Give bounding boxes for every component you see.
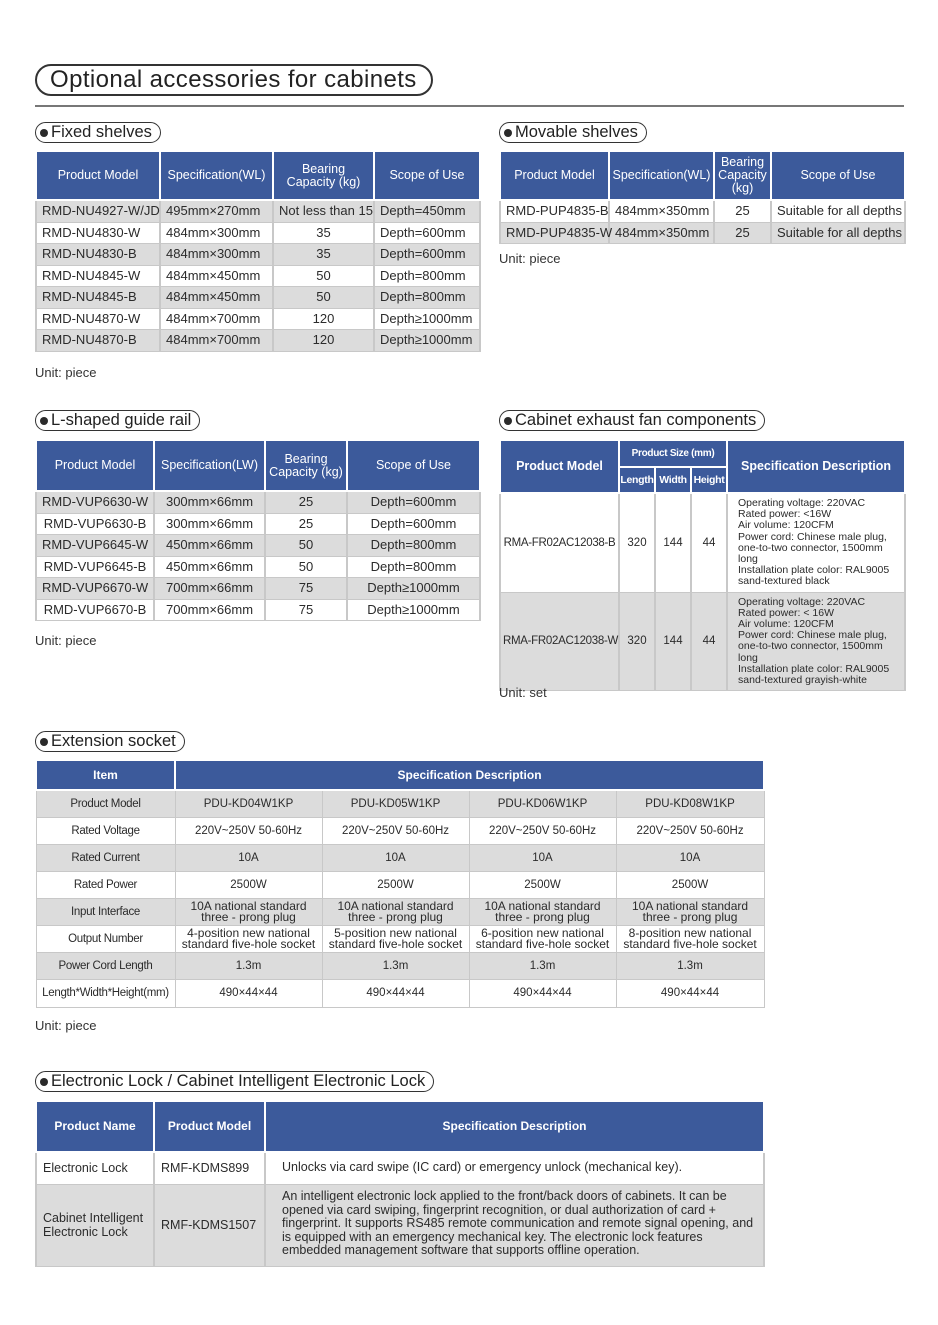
column-header: Specification(WL)	[160, 152, 273, 200]
table-cell: 484mm×450mm	[160, 265, 273, 287]
column-header: Item	[36, 761, 175, 790]
table-row	[36, 926, 764, 953]
table-cell: Depth=600mm	[347, 491, 480, 513]
table-cell: 450mm×66mm	[154, 556, 265, 578]
column-header: Product Model	[36, 152, 160, 200]
bullet-icon	[504, 417, 512, 425]
table-cell: RMD-NU4870-B	[36, 330, 160, 352]
section-title-text: Electronic Lock / Cabinet Intelligent Electronic Lock	[51, 1072, 426, 1090]
section-title-exhaust-fan	[499, 410, 765, 431]
table-cell: PDU-KD08W1KP	[616, 790, 764, 818]
electronic-lock-table	[35, 1102, 765, 1267]
table-cell: Depth=600mm	[374, 222, 480, 244]
row-label: Rated Power	[36, 872, 175, 899]
page-title: Optional accessories for cabinets	[35, 64, 433, 96]
row-label: Length*Width*Height(mm)	[36, 980, 175, 1008]
table-cell: Depth≥1000mm	[374, 308, 480, 330]
table-cell: 2500W	[469, 872, 616, 899]
width-cell: 144	[655, 493, 691, 592]
table-cell: PDU-KD05W1KP	[322, 790, 469, 818]
bullet-icon	[504, 129, 512, 137]
column-header: Bearing Capacity (kg)	[265, 441, 347, 491]
row-label: Power Cord Length	[36, 953, 175, 980]
row-label: Product Model	[36, 790, 175, 818]
unit-label: Unit: piece	[35, 365, 97, 380]
column-header: Product Name	[36, 1102, 154, 1152]
table-cell: RMD-PUP4835-B	[500, 200, 609, 222]
table-cell: 700mm×66mm	[154, 578, 265, 600]
product-model-cell: RMA-FR02AC12038-W	[500, 592, 619, 691]
spec-line: Rated power: < 16W	[738, 606, 835, 619]
table-cell: 25	[265, 513, 347, 535]
row-label: Input Interface	[36, 899, 175, 926]
unit-label: Unit: set	[499, 685, 547, 700]
product-model-cell: RMF-KDMS899	[154, 1152, 265, 1184]
table-row	[36, 287, 480, 309]
table-row	[36, 953, 764, 980]
table-cell: 10A	[616, 845, 764, 872]
spec-line: Operating voltage: 220VAC	[738, 595, 866, 608]
row-label: Rated Current	[36, 845, 175, 872]
spec-line: Air volume: 120CFM	[738, 519, 834, 532]
spec-line: Air volume: 120CFM	[738, 618, 834, 631]
column-header: Product Model	[500, 441, 619, 493]
table-row	[36, 872, 764, 899]
table-cell: 120	[273, 308, 374, 330]
section-title-electronic-lock	[35, 1071, 434, 1092]
table-cell: 495mm×270mm	[160, 200, 273, 222]
column-header: Scope of Use	[771, 152, 905, 200]
fixed-shelves-table	[35, 152, 481, 352]
spec-description-cell: An intelligent electronic lock applied to the front/back doors of cabinets. It can be opened via card swiping, fingerprint recognition, or dual authorization of card + fingerprint. It supports RS485 remote communication and remote signal opening, and is equipped with an emergency mechanical key. The electronic lock features embedded management software that supports offline operation.	[265, 1184, 764, 1266]
row-label: Rated Voltage	[36, 818, 175, 845]
column-header: Height	[691, 467, 727, 493]
table-cell: Depth≥1000mm	[347, 578, 480, 600]
section-title-text: L-shaped guide rail	[51, 411, 192, 429]
table-row	[36, 1152, 764, 1184]
section-title-text: Cabinet exhaust fan components	[515, 411, 757, 429]
spec-line: Rated power: <16W	[738, 508, 832, 521]
table-cell: 490×44×44	[322, 980, 469, 1008]
product-name-cell: Cabinet Intelligent Electronic Lock	[36, 1184, 154, 1266]
table-cell: RMD-VUP6630-W	[36, 491, 154, 513]
table-cell: 220V~250V 50-60Hz	[322, 818, 469, 845]
table-cell: Depth=800mm	[347, 535, 480, 557]
table-cell: 220V~250V 50-60Hz	[469, 818, 616, 845]
table-cell: 10A	[469, 845, 616, 872]
table-cell: RMD-VUP6670-B	[36, 599, 154, 621]
table-cell: 10A national standard three - prong plug	[469, 899, 616, 926]
table-cell: Not less than 15	[273, 200, 374, 222]
table-cell: 5-position new national standard five-hole socket	[322, 926, 469, 953]
unit-label: Unit: piece	[499, 251, 561, 266]
row-label: Output Number	[36, 926, 175, 953]
product-model-cell: RMF-KDMS1507	[154, 1184, 265, 1266]
product-name-cell: Electronic Lock	[36, 1152, 154, 1184]
table-cell: 4-position new national standard five-hole socket	[175, 926, 322, 953]
spec-description-cell	[727, 592, 905, 691]
column-header: Product Model	[36, 441, 154, 491]
height-cell: 44	[691, 592, 727, 691]
table-cell: Depth=800mm	[374, 265, 480, 287]
table-cell: 220V~250V 50-60Hz	[616, 818, 764, 845]
unit-label: Unit: piece	[35, 633, 97, 648]
table-row	[36, 200, 480, 222]
table-cell: 25	[265, 491, 347, 513]
column-header: Specification Description	[265, 1102, 764, 1152]
table-cell: 300mm×66mm	[154, 513, 265, 535]
bullet-icon	[40, 417, 48, 425]
table-cell: RMD-NU4927-W/JD	[36, 200, 160, 222]
section-title-text: Fixed shelves	[51, 123, 152, 141]
extension-socket-table	[35, 761, 765, 1008]
table-row	[36, 535, 480, 557]
table-cell: 50	[273, 265, 374, 287]
table-cell: 10A	[175, 845, 322, 872]
table-cell: 10A national standard three - prong plug	[322, 899, 469, 926]
column-header: Width	[655, 467, 691, 493]
spec-line: Power cord: Chinese male plug, one-to-two connector, 1500mm long	[738, 530, 887, 566]
column-header: Length	[619, 467, 655, 493]
column-header: Scope of Use	[347, 441, 480, 491]
table-cell: Suitable for all depths	[771, 200, 905, 222]
table-row	[36, 599, 480, 621]
table-cell: RMD-VUP6670-W	[36, 578, 154, 600]
table-row	[36, 845, 764, 872]
table-cell: 484mm×300mm	[160, 222, 273, 244]
table-cell: 490×44×44	[616, 980, 764, 1008]
table-cell: RMD-PUP4835-W	[500, 222, 609, 244]
table-cell: Suitable for all depths	[771, 222, 905, 244]
table-cell: 35	[273, 222, 374, 244]
table-cell: Depth=800mm	[374, 287, 480, 309]
product-model-cell: RMA-FR02AC12038-B	[500, 493, 619, 592]
table-cell: Depth=450mm	[374, 200, 480, 222]
table-cell: 75	[265, 599, 347, 621]
table-cell: 25	[714, 222, 771, 244]
table-cell: Depth=600mm	[374, 244, 480, 266]
section-title-guide-rail	[35, 410, 200, 431]
table-row	[36, 513, 480, 535]
table-cell: 484mm×300mm	[160, 244, 273, 266]
table-cell: 450mm×66mm	[154, 535, 265, 557]
table-cell: 484mm×700mm	[160, 308, 273, 330]
column-header: Specification(LW)	[154, 441, 265, 491]
table-cell: 35	[273, 244, 374, 266]
table-cell: 1.3m	[322, 953, 469, 980]
length-cell: 320	[619, 592, 655, 691]
table-cell: 50	[273, 287, 374, 309]
table-row	[36, 244, 480, 266]
column-header: Specification Description	[727, 441, 905, 493]
spec-description-cell	[727, 493, 905, 592]
section-title-fixed-shelves	[35, 122, 161, 143]
table-row	[36, 818, 764, 845]
table-cell: RMD-NU4870-W	[36, 308, 160, 330]
column-header: Product Model	[500, 152, 609, 200]
movable-shelves-table	[499, 152, 906, 244]
bullet-icon	[40, 129, 48, 137]
guide-rail-table	[35, 441, 481, 621]
table-cell: 484mm×350mm	[609, 200, 714, 222]
table-cell: 490×44×44	[175, 980, 322, 1008]
column-header: Bearing Capacity (kg)	[714, 152, 771, 200]
table-row	[36, 1184, 764, 1266]
table-cell: 8-position new national standard five-hole socket	[616, 926, 764, 953]
table-cell: 1.3m	[616, 953, 764, 980]
table-row	[36, 578, 480, 600]
width-cell: 144	[655, 592, 691, 691]
table-cell: Depth≥1000mm	[347, 599, 480, 621]
table-row	[36, 491, 480, 513]
table-cell: PDU-KD06W1KP	[469, 790, 616, 818]
table-row	[36, 308, 480, 330]
table-cell: 10A national standard three - prong plug	[616, 899, 764, 926]
exhaust-fan-table	[499, 441, 906, 691]
table-cell: 50	[265, 535, 347, 557]
table-cell: 2500W	[616, 872, 764, 899]
table-row	[36, 330, 480, 352]
table-row	[500, 222, 905, 244]
table-cell: 1.3m	[175, 953, 322, 980]
title-divider	[35, 105, 904, 107]
table-cell: Depth≥1000mm	[374, 330, 480, 352]
section-title-extension-socket	[35, 731, 185, 752]
bullet-icon	[40, 1078, 48, 1086]
table-cell: 6-position new national standard five-hole socket	[469, 926, 616, 953]
table-cell: RMD-NU4845-B	[36, 287, 160, 309]
table-cell: 75	[265, 578, 347, 600]
unit-label: Unit: piece	[35, 1018, 97, 1033]
column-header: Scope of Use	[374, 152, 480, 200]
table-cell: 10A	[322, 845, 469, 872]
table-row	[36, 790, 764, 818]
table-cell: 25	[714, 200, 771, 222]
table-row	[36, 899, 764, 926]
table-cell: Depth=800mm	[347, 556, 480, 578]
length-cell: 320	[619, 493, 655, 592]
table-row	[500, 493, 905, 592]
spec-line: Installation plate color: RAL9005 sand-textured black	[738, 564, 890, 588]
table-cell: 10A national standard three - prong plug	[175, 899, 322, 926]
column-header: Product Model	[154, 1102, 265, 1152]
table-cell: PDU-KD04W1KP	[175, 790, 322, 818]
height-cell: 44	[691, 493, 727, 592]
spec-line: Operating voltage: 220VAC	[738, 497, 866, 509]
section-title-movable-shelves	[499, 122, 647, 143]
spec-description-cell: Unlocks via card swipe (IC card) or emergency unlock (mechanical key).	[265, 1152, 764, 1184]
table-cell: 700mm×66mm	[154, 599, 265, 621]
table-cell: 120	[273, 330, 374, 352]
table-cell: 2500W	[175, 872, 322, 899]
column-header: Specification(WL)	[609, 152, 714, 200]
table-row	[36, 222, 480, 244]
table-cell: 300mm×66mm	[154, 491, 265, 513]
table-row	[36, 556, 480, 578]
table-cell: 220V~250V 50-60Hz	[175, 818, 322, 845]
table-row	[500, 592, 905, 691]
table-cell: RMD-NU4830-W	[36, 222, 160, 244]
table-row	[36, 265, 480, 287]
table-cell: Depth=600mm	[347, 513, 480, 535]
table-cell: 490×44×44	[469, 980, 616, 1008]
table-row	[36, 980, 764, 1008]
bullet-icon	[40, 738, 48, 746]
section-title-text: Extension socket	[51, 732, 176, 750]
table-cell: 2500W	[322, 872, 469, 899]
table-row	[500, 200, 905, 222]
section-title-text: Movable shelves	[515, 123, 638, 141]
table-cell: 484mm×450mm	[160, 287, 273, 309]
table-cell: 1.3m	[469, 953, 616, 980]
spec-line: Installation plate color: RAL9005 sand-textured grayish-white	[738, 662, 890, 687]
table-cell: RMD-VUP6645-B	[36, 556, 154, 578]
spec-line: Power cord: Chinese male plug, one-to-two connector, 1500mm long	[738, 629, 887, 664]
table-cell: 484mm×700mm	[160, 330, 273, 352]
table-cell: 50	[265, 556, 347, 578]
table-cell: RMD-VUP6630-B	[36, 513, 154, 535]
table-cell: 484mm×350mm	[609, 222, 714, 244]
table-cell: RMD-VUP6645-W	[36, 535, 154, 557]
column-header: Specification Description	[175, 761, 764, 790]
column-header: Bearing Capacity (kg)	[273, 152, 374, 200]
table-cell: RMD-NU4845-W	[36, 265, 160, 287]
column-header-group: Product Size (mm)	[619, 441, 727, 467]
table-cell: RMD-NU4830-B	[36, 244, 160, 266]
